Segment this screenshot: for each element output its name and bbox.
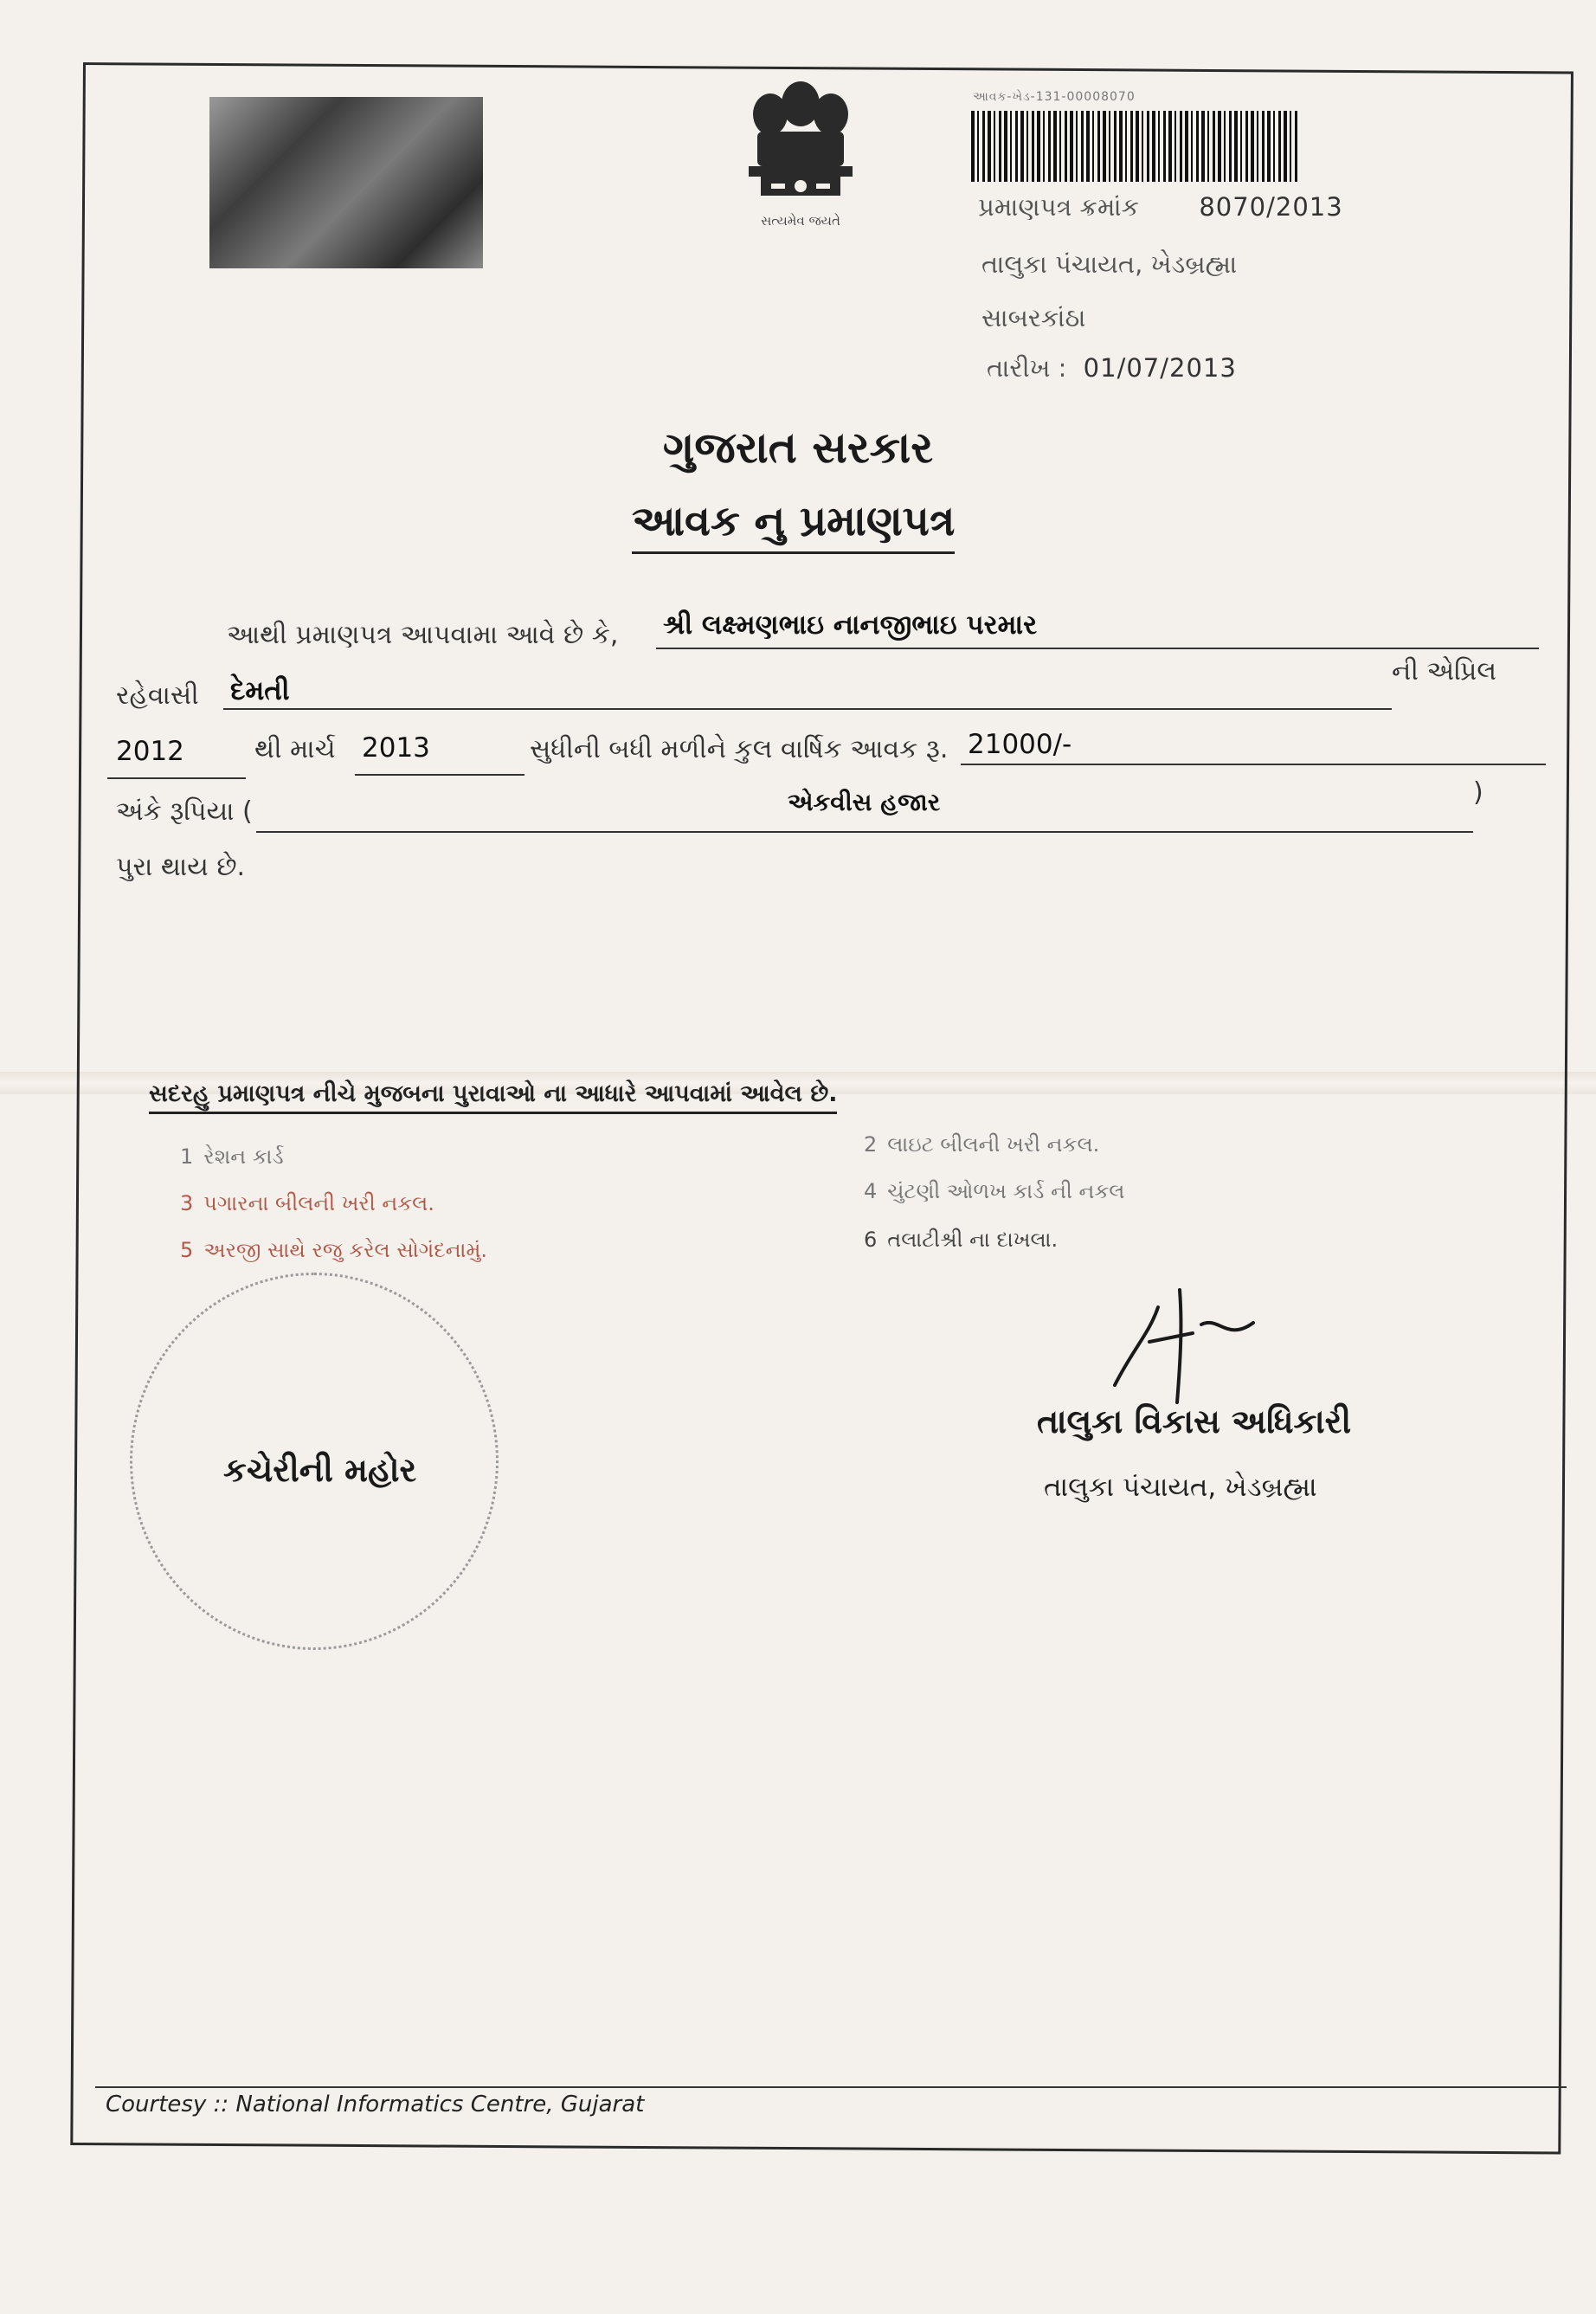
issue-date: 01/07/2013 (1083, 353, 1237, 383)
village-underline (223, 708, 1392, 710)
income-underline (961, 764, 1546, 765)
office-line-1: તાલુકા પંચાયત, ખેડબ્રહ્મા (981, 249, 1238, 279)
income-label: સુધીની બધી મળીને કુલ વાર્ષિક આવક રૂ. (530, 734, 949, 764)
year-to-underline (355, 774, 524, 776)
applicant-photo (209, 97, 483, 268)
words-close: ) (1473, 777, 1483, 808)
evidence-heading: સદરહુ પ્રમાણપત્ર નીચે મુજબના પુરાવાઓ ના આધારે આપવામાં આવેલ છે. (149, 1080, 837, 1114)
evidence-item: 2 લાઇટ બીલની ખરી નકલ. (864, 1132, 1100, 1157)
certificate-number-label: પ્રમાણપત્ર ક્રમાંક (978, 192, 1140, 222)
evidence-item: 1 રેશન કાર્ડ (180, 1144, 284, 1169)
holder-name: શ્રી લક્ષ્મણભાઇ નાનજીભાઇ પરમાર (663, 609, 1038, 641)
certificate-number-row (978, 192, 1343, 222)
office-seal-label: કચેરીની મહોર (223, 1451, 417, 1489)
evidence-item: 3 પગારના બીલની ખરી નકલ. (180, 1191, 434, 1215)
government-title: ગુજરાત સરકાર (662, 422, 934, 473)
evidence-item: 5 અરજી સાથે રજુ કરેલ સોગંદનામું. (180, 1238, 488, 1262)
year-from: 2012 (116, 736, 184, 767)
march-label: થી માર્ચ (254, 734, 336, 764)
officer-signature-icon (1097, 1273, 1271, 1411)
closing-text: પુરા થાય છે. (116, 852, 246, 882)
issue-date-row (987, 353, 1237, 384)
intro-text: આથી પ્રમાણપત્ર આપવામા આવે છે કે, (227, 620, 619, 650)
evidence-item: 6 તલાટીશ્રી ના દાખલા. (864, 1228, 1059, 1252)
year-to: 2013 (362, 732, 430, 764)
issue-date-label: તારીખ : (987, 353, 1067, 383)
certificate-number: 8070/2013 (1199, 192, 1343, 222)
name-underline (656, 648, 1539, 649)
emblem-motto: સત્યમેવ જયતે (761, 213, 840, 229)
resident-label: રહેવાસી (116, 680, 199, 711)
footer-divider (95, 2086, 1567, 2088)
barcode (971, 111, 1300, 182)
words-underline (256, 831, 1473, 833)
barcode-number: આવક-ખેડ-131-00008070 (973, 90, 1136, 104)
office-line-2: સાબરકાંઠા (981, 303, 1086, 332)
lion-capital-emblem-icon (723, 69, 878, 208)
year-from-underline (107, 777, 246, 779)
signatory-office: તાલુકા પંચાયત, ખેડબ્રહ્મા (1044, 1472, 1317, 1503)
national-emblem (718, 69, 883, 234)
signatory-designation: તાલુકા વિકાસ અધિકારી (1037, 1402, 1352, 1441)
income-amount: 21000/- (968, 729, 1072, 760)
words-label: અંકે રૂપિયા ( (116, 796, 253, 827)
income-in-words: એકવીસ હજાર (788, 788, 941, 816)
evidence-item: 4 ચુંટણી ઓળખ કાર્ડ ની નકલ (864, 1179, 1125, 1203)
footer-courtesy: Courtesy :: National Informatics Centre, Gujarat (106, 2092, 645, 2117)
village-name: દેમતી (230, 675, 290, 706)
april-label: ની એપ્રિલ (1392, 656, 1497, 686)
certificate-title: આવક નુ પ્રમાણપત્ર (632, 497, 955, 554)
